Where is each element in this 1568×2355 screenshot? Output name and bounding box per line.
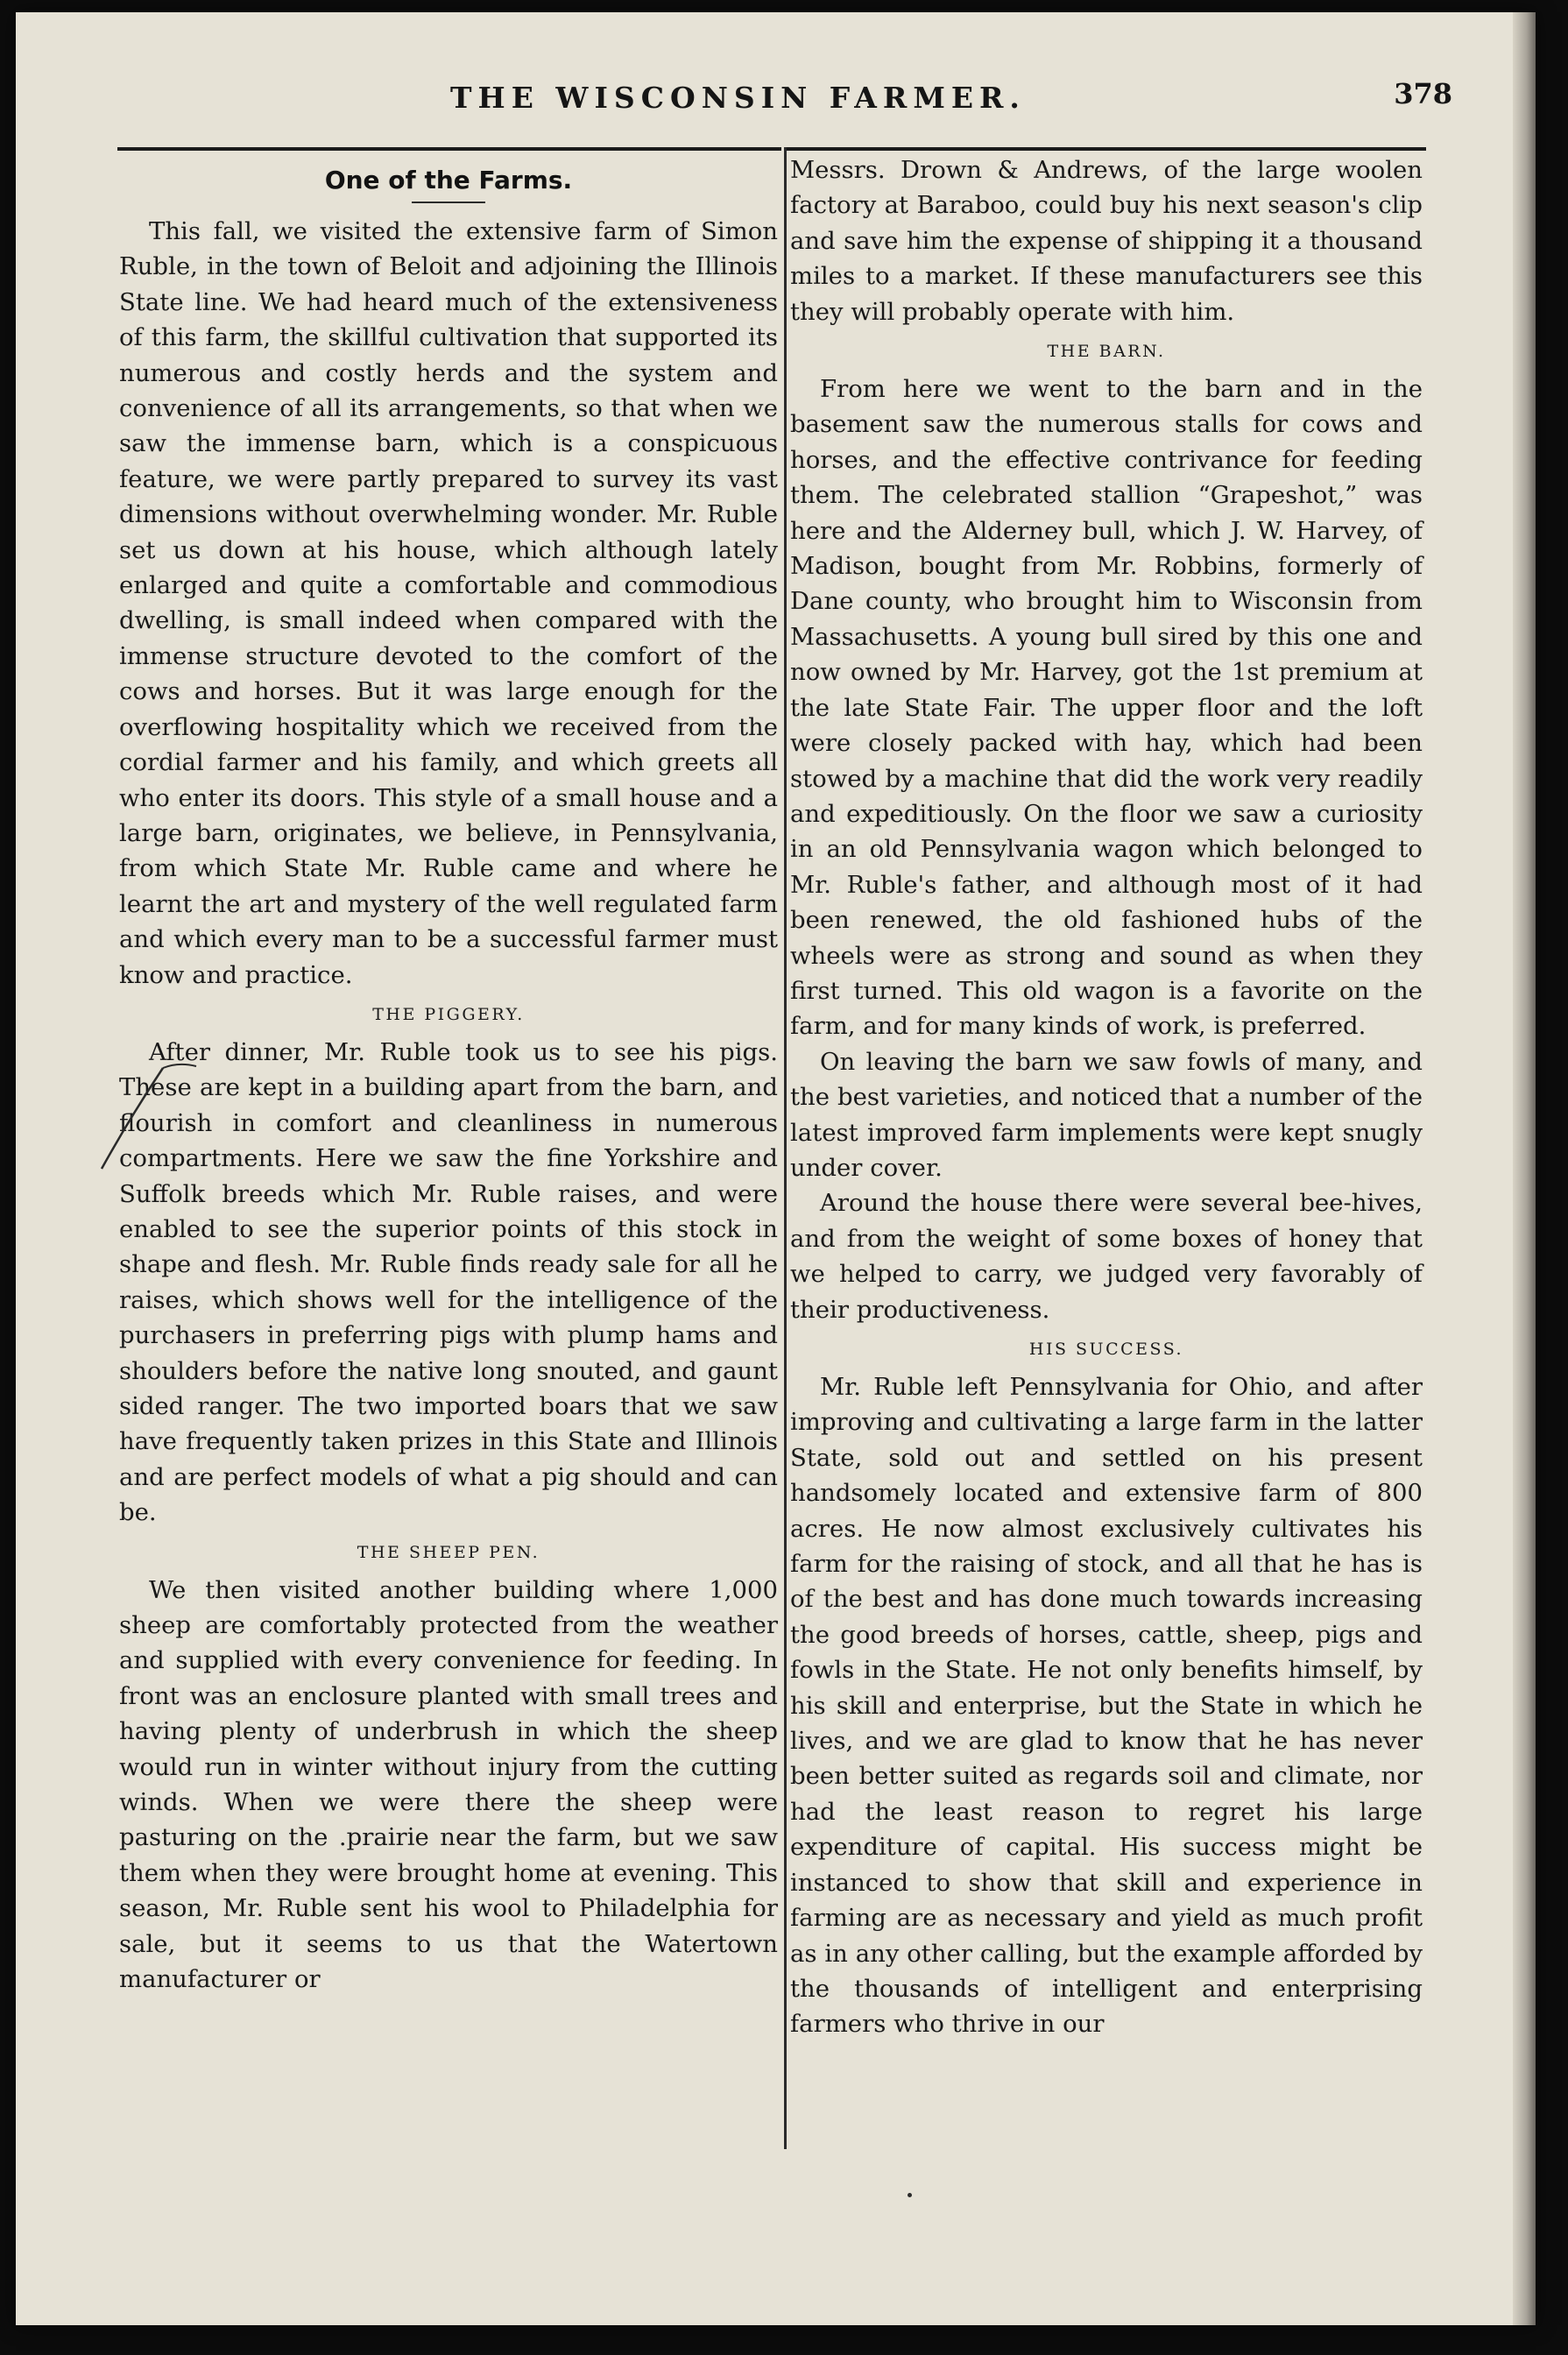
intro-paragraph: This fall, we visited the extensive farm of Simon Ruble, in the town of Beloit and adjoining the Illinois State line. We had heard much of the extensiveness of this farm, the skillful cultivation that supported its numerous and costly herds and the system and convenience of all its arrangements, so that when we saw the immense barn, which is a conspicuous feature, we were partly prepared to survey its vast dimensions without overwhelming wonder. Mr. Ruble set us down at his house, which although lately enlarged and quite a comfortable and commodious dwelling, is small indeed when compared with the immense structure devoted to the comfort of the cows and horses. But it was large enough for the overflowing hospitality which we received from the cordial farmer and his family, and which greets all who enter its doors. This style of a small house and a large barn, originates, we believe, in Pennsylvania, from which State Mr. Ruble came and where he learnt the art and mystery of the well regulated farm and which every man to be a successful farmer must know and practice. bbox=[119, 217, 778, 989]
right-column bbox=[790, 152, 1423, 2042]
continuation-paragraph: Messrs. Drown & Andrews, of the large woolen factory at Baraboo, could buy his next season's clip and save him the expense of shipping it a thousand miles to a market. If these manufacturers see this they will probably operate with him. bbox=[790, 156, 1423, 326]
header-rule-right bbox=[787, 147, 1426, 151]
article-title: One of the Farms. bbox=[324, 166, 573, 194]
page-number: 378 bbox=[1394, 77, 1452, 110]
title-rule bbox=[412, 202, 485, 203]
page-header bbox=[112, 74, 1461, 126]
success-heading: HIS SUCCESS. bbox=[1028, 1340, 1184, 1359]
header-rule-left bbox=[117, 147, 781, 151]
column-divider bbox=[784, 147, 787, 2149]
bees-paragraph: Around the house there were several bee-hives, and from the weight of some boxes of honey that we helped to carry, we judged very favorably of their productiveness. bbox=[790, 1189, 1423, 1324]
sheep-pen-heading: THE SHEEP PEN. bbox=[357, 1542, 540, 1562]
fowls-paragraph: On leaving the barn we saw fowls of many, and the best varieties, and noticed that a number of the latest improved farm implements were kept snugly under cover. bbox=[790, 1047, 1423, 1182]
success-paragraph: Mr. Ruble left Pennsylvania for Ohio, and after improving and cultivating a large farm in the latter State, sold out and settled on his present handsomely located and extensive farm of 800 acres. He now almost exclusively cultivates his farm for the raising of stock, and all that he has is of the best and has done much towards increasing the good breeds of horses, cattle, sheep, pigs and fowls in the State. He not only benefits himself, by his skill and enterprise, but the State in which he lives, and we are glad to know that he has never been better suited as regards soil and climate, nor had the least reason to regret his large expenditure of capital. His success might be instanced to show that skill and experience in farming are as necessary and yield as much profit as in any other calling, but the example afforded by the thousands of intelligent and enterprising farmers who thrive in our bbox=[790, 1373, 1423, 2039]
piggery-heading: THE PIGGERY. bbox=[372, 1004, 525, 1024]
newspaper-page bbox=[16, 12, 1536, 2325]
piggery-paragraph: After dinner, Mr. Ruble took us to see his pigs. These are kept in a building apart from the barn, and flourish in comfort and cleanliness in numerous compartments. Here we saw the fine Yorkshire and Suffolk breeds which Mr. Ruble raises, and were enabled to see the superior points of this stock in shape and flesh. Mr. Ruble finds ready sale for all he raises, which shows well for the intelligence of the purchasers in preferring pigs with plump hams and shoulders before the native long snouted, and gaunt sided ranger. The two imported boars that we saw have frequently taken prizes in this State and Illinois and are perfect models of what a pig should and can be. bbox=[119, 1037, 778, 1527]
sheep-pen-paragraph: We then visited another building where 1,000 sheep are comfortably protected from the weather and supplied with every convenience for feeding. In front was an enclosure planted with small trees and having plenty of underbrush in which the sheep would run in winter without injury from the cutting winds. When we were there the sheep were pasturing on the .prairie near the farm, but we saw them when they were brought home at evening. This season, Mr. Ruble sent his wool to Philadelphia for sale, but it seems to us that the Watertown manufacturer or bbox=[119, 1575, 778, 1994]
pencil-mark-icon bbox=[84, 1059, 215, 1182]
barn-heading: THE BARN. bbox=[1047, 342, 1166, 362]
masthead: THE WISCONSIN FARMER. bbox=[450, 81, 1026, 115]
ink-spot bbox=[908, 2193, 912, 2197]
barn-paragraph: From here we went to the barn and in the basement saw the numerous stalls for cows and horses, and the effective contrivance for feeding them. The celebrated stallion “Grapeshot,” was here and the Alderney bull, which J. W. Harvey, of Madison, bought from Mr. Robbins, formerly of Dane county, who brought him to Wisconsin from Massachusetts. A young bull sired by this one and now owned by Mr. Harvey, got the 1st premium at the late State Fair. The upper floor and the loft were closely packed with hay, which had been stowed by a machine that did the work very readily and expeditiously. On the floor we saw a curiosity in an old Pennsylvania wagon which belonged to Mr. Ruble's father, and although most of it had been renewed, the old fashioned hubs of the wheels were as strong and sound as when they first turned. This old wagon is a favorite on the farm, and for many kinds of work, is preferred. bbox=[790, 375, 1423, 1041]
left-column bbox=[119, 152, 778, 1998]
page-edge bbox=[1513, 12, 1536, 2325]
